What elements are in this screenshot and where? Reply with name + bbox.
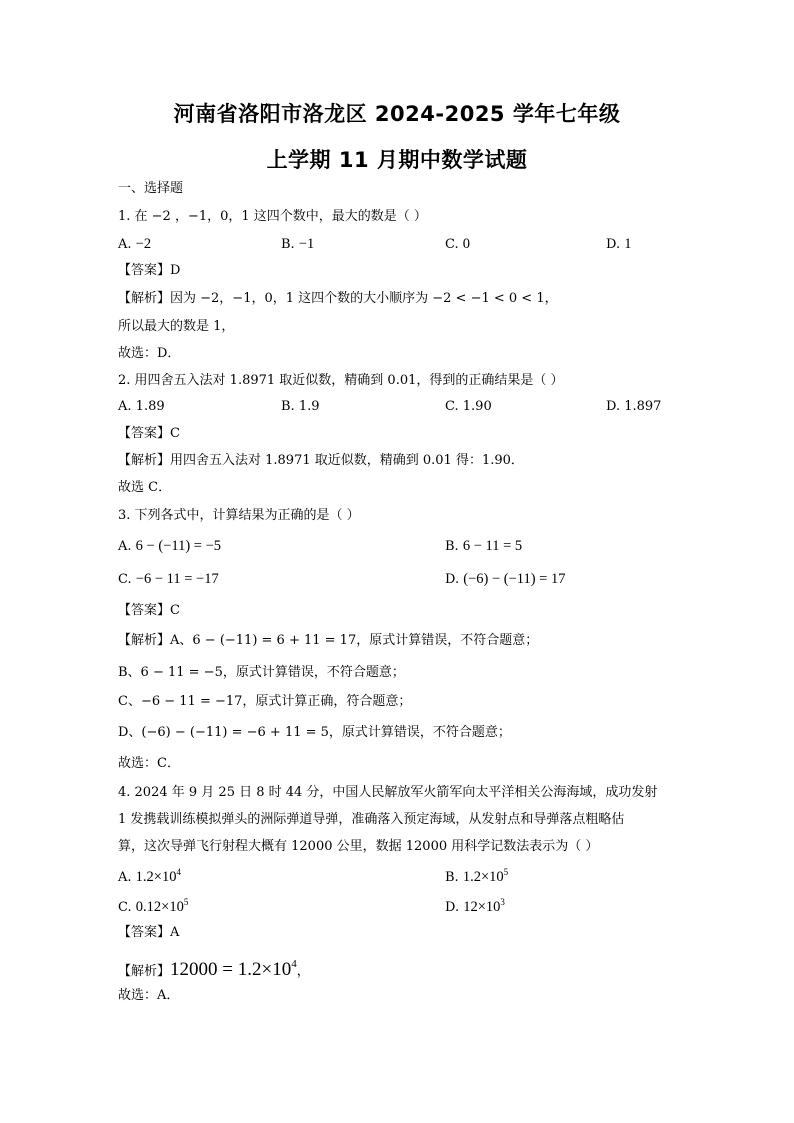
- question-3-option-d: D. (−6) − (−11) = 17: [445, 571, 566, 587]
- question-2-option-c: C. 1.90: [445, 399, 492, 414]
- question-1-analysis-line: 所以最大的数是 1，: [118, 319, 235, 334]
- question-1-analysis-line: 【解析】因为 −2，−1，0，1 这四个数的大小顺序为 −2 < −1 < 0 < 1，: [118, 291, 558, 306]
- question-1-option-a: A. −2: [118, 236, 152, 252]
- question-4-stem-line: 算，这次导弹飞行射程大概有 12000 公里，数据 12000 用科学记数法表示为（ ）: [118, 839, 599, 854]
- question-3-analysis-line: C、−6 − 11 = −17，原式计算正确，符合题意；: [118, 694, 412, 709]
- question-2-answer: 【答案】C: [118, 426, 180, 441]
- question-2-option-b: B. 1.9: [281, 399, 320, 414]
- question-3-option-c: C. −6 − 11 = −17: [118, 571, 219, 587]
- question-3-analysis-line: D、(−6) − (−11) = −6 + 11 = 5，原式计算错误，不符合题意；: [118, 725, 511, 740]
- question-1-option-d: D. 1: [606, 236, 632, 252]
- question-3-analysis-line: B、6 − 11 = −5，原式计算错误，不符合题意；: [118, 665, 405, 680]
- document-title-line-1: 河南省洛阳市洛龙区 2024-2025 学年七年级: [173, 102, 621, 126]
- question-3-option-b: B. 6 − 11 = 5: [445, 538, 523, 554]
- question-1-options: [118, 236, 678, 254]
- question-4-options-row-1: [118, 867, 678, 885]
- question-3-options-row-2: [118, 571, 678, 589]
- question-3-option-a: A. 6 − (−11) = −5: [118, 538, 222, 554]
- question-3-stem: 3. 下列各式中，计算结果为正确的是（ ）: [118, 508, 360, 523]
- question-2-options: [118, 399, 678, 417]
- question-1-answer: 【答案】D: [118, 263, 181, 278]
- question-3-answer: 【答案】C: [118, 603, 180, 618]
- question-2-stem: 2. 用四舍五入法对 1.8971 取近似数，精确到 0.01，得到的正确结果是（ ）: [118, 373, 564, 388]
- question-1-analysis-line: 故选：D．: [118, 346, 181, 361]
- question-1-option-c: C. 0: [445, 236, 471, 252]
- question-1-option-b: B. −1: [281, 236, 315, 252]
- document-title-line-2: 上学期 11 月期中数学试题: [266, 148, 528, 172]
- question-3-analysis-line: 故选：C．: [118, 756, 180, 771]
- question-2-option-a: A. 1.89: [118, 399, 165, 414]
- question-4-option-c: C. $0.12\times 10^5$: [118, 897, 189, 915]
- question-4-options-row-2: [118, 897, 678, 915]
- question-4-option-b: B. $1.2\times 10^5$: [445, 867, 509, 885]
- question-4-analysis-line: 【解析】$12000 = 1.2\times 10^4$，: [118, 958, 310, 980]
- question-1-stem: 1. 在 −2 ，−1，0，1 这四个数中，最大的数是（ ）: [118, 209, 427, 224]
- question-4-stem-line: 4. 2024 年 9 月 25 日 8 时 44 分，中国人民解放军火箭军向太平洋相关公海海域，成功发射: [118, 785, 658, 800]
- section-heading: 一、选择题: [118, 181, 184, 196]
- question-3-options-row-1: [118, 538, 678, 556]
- question-2-option-d: D. 1.897: [606, 399, 662, 414]
- question-4-option-a: A. $1.2\times 10^4$: [118, 867, 181, 885]
- question-4-answer: 【答案】A: [118, 925, 180, 940]
- question-4-analysis-line: 故选：A．: [118, 988, 180, 1003]
- question-2-analysis-line: 【解析】用四舍五入法对 1.8971 取近似数，精确到 0.01 得：1.90．: [118, 453, 524, 468]
- question-4-stem-line: 1 发携载训练模拟弹头的洲际弹道导弹，准确落入预定海域，从发射点和导弹落点粗略估: [118, 812, 625, 827]
- question-2-analysis-line: 故选 C．: [118, 480, 172, 495]
- question-3-analysis-line: 【解析】A、6 − (−11) = 6 + 11 = 17，原式计算错误，不符合题意；: [118, 633, 539, 648]
- question-4-option-d: D. $12\times 10^3$: [445, 897, 505, 915]
